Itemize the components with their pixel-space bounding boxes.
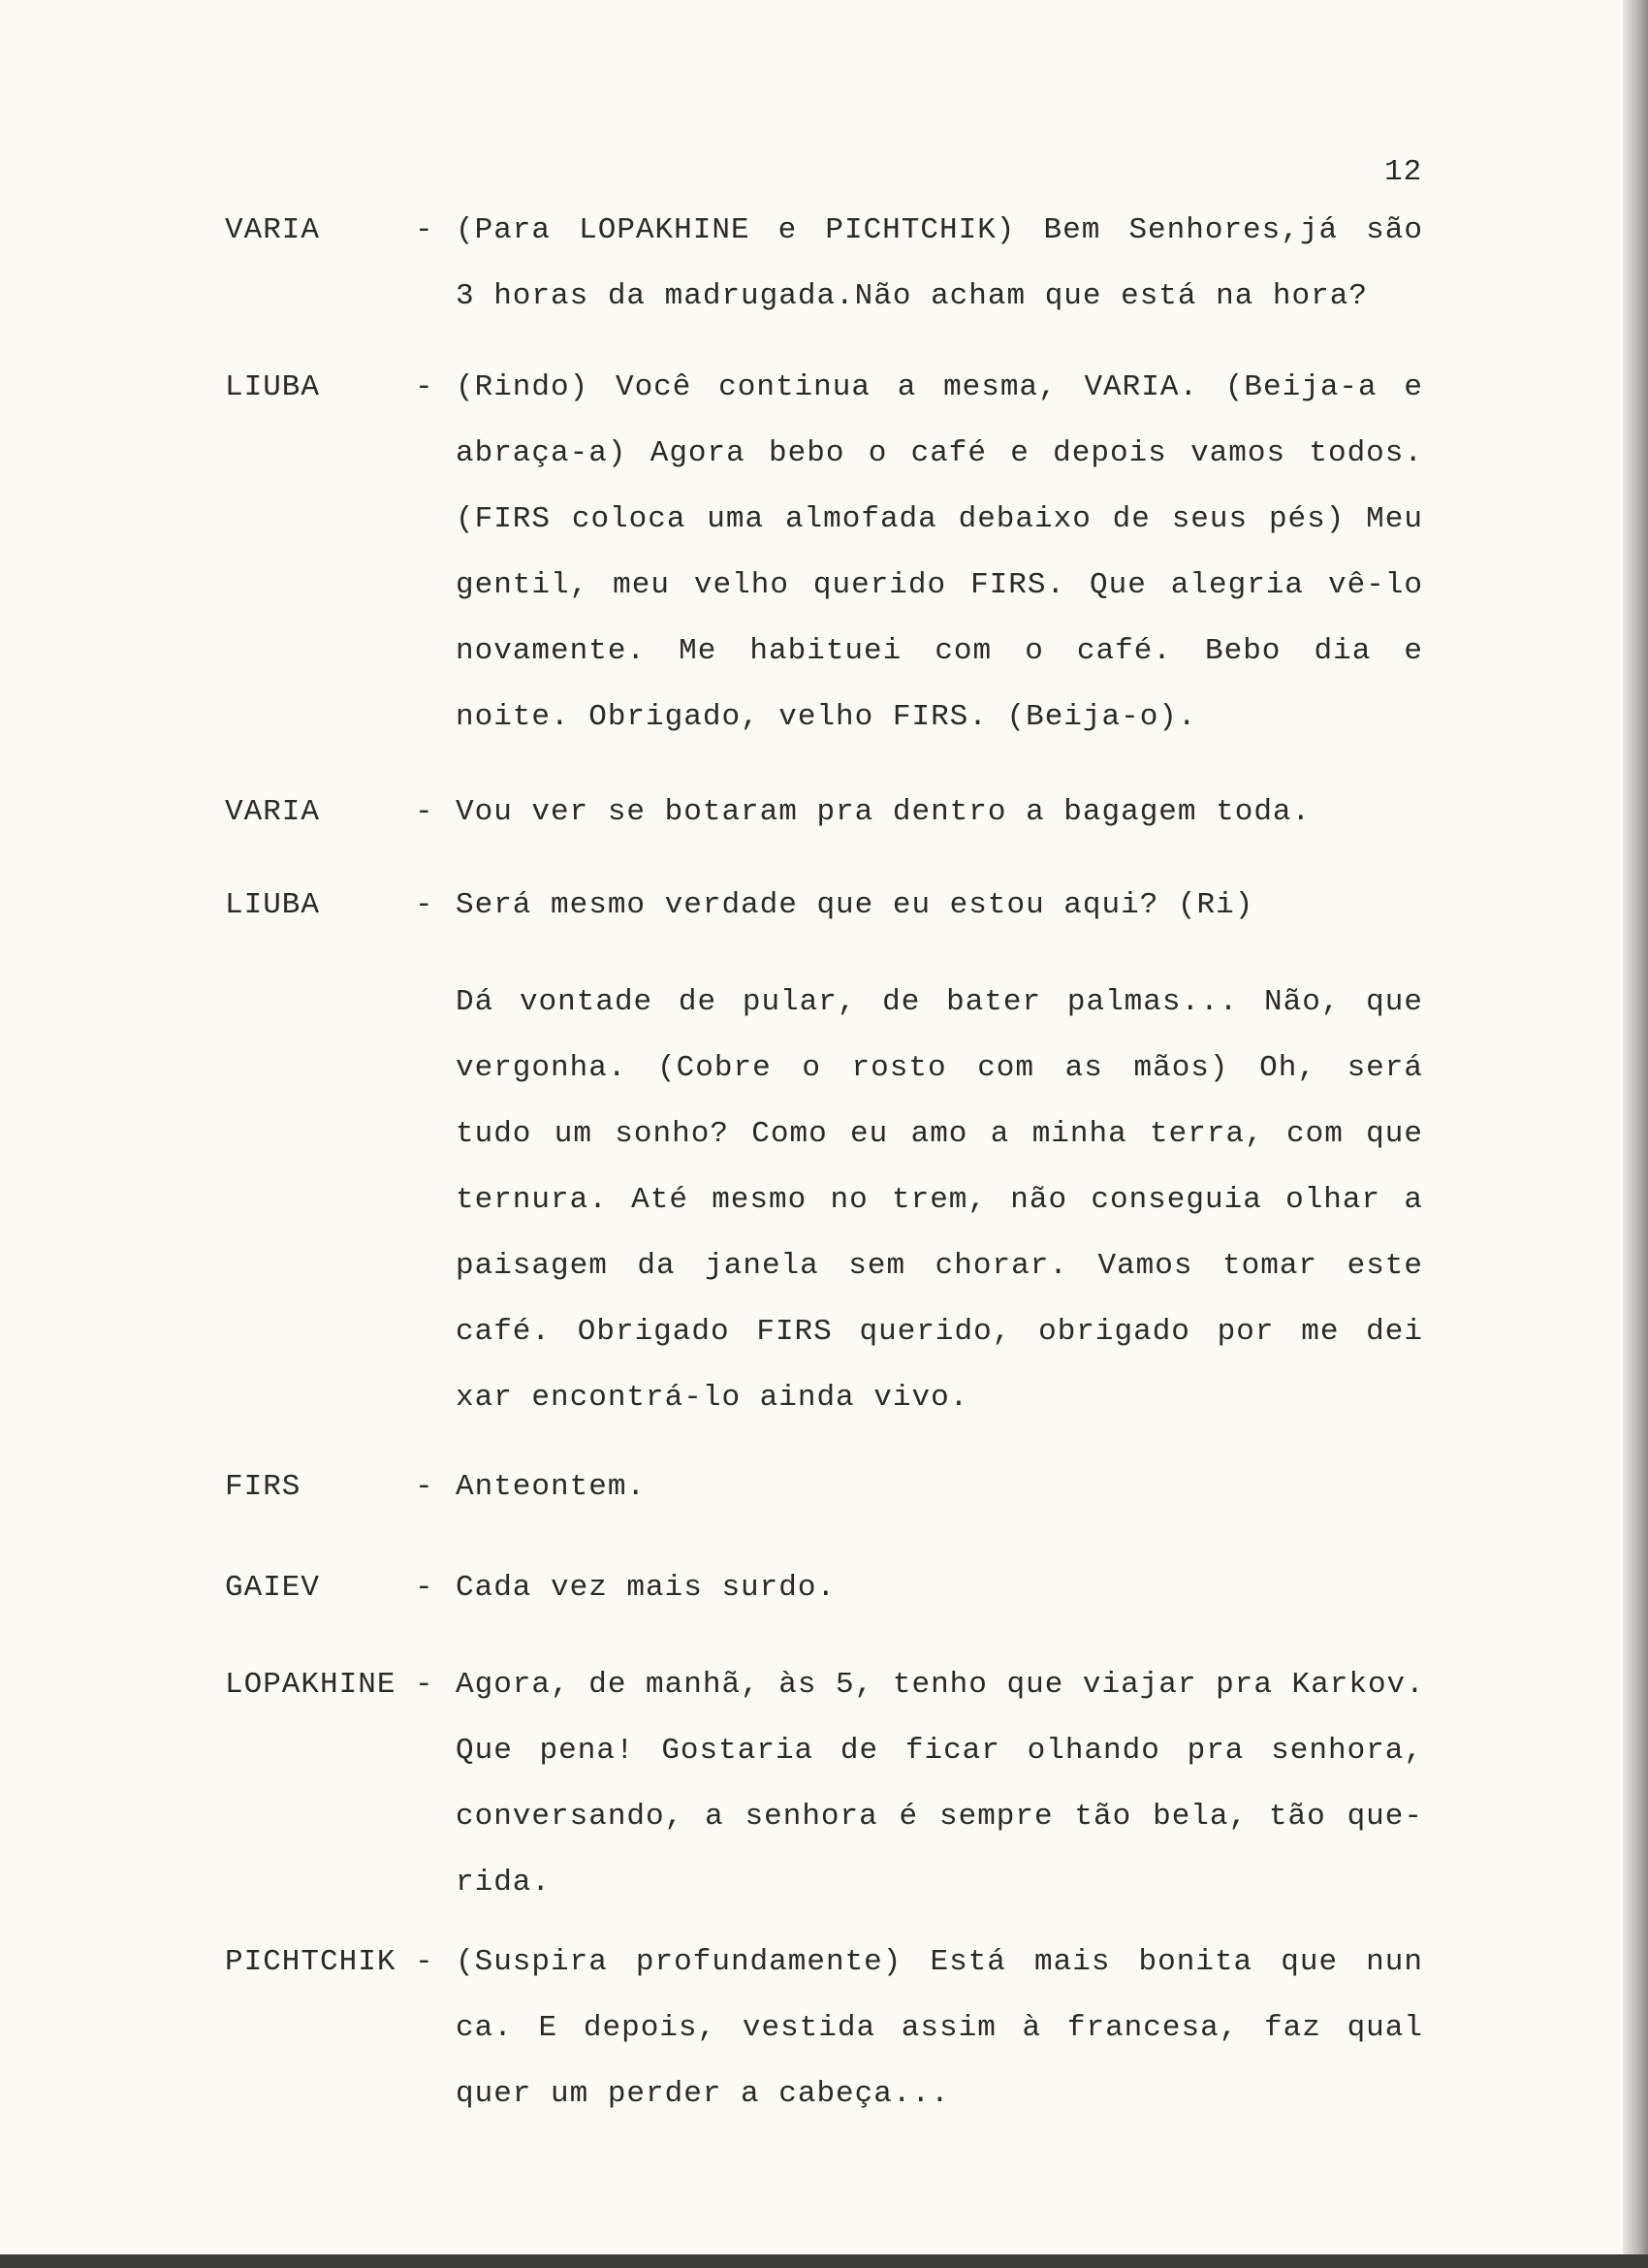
dialogue-line: Dá vontade de pular, de bater palmas... Não, que xyxy=(456,985,1423,1019)
dialogue-line: quer um perder a cabeça... xyxy=(456,2077,950,2111)
dialogue-text xyxy=(456,1943,1423,2141)
dialogue-line: 3 horas da madrugada.Não acham que está na hora? xyxy=(456,279,1368,313)
dialogue-line: vergonha. (Cobre o rosto com as mãos) Oh, será xyxy=(456,1051,1423,1085)
speaker-name: VARIA xyxy=(225,795,321,829)
dialogue-line: Será mesmo verdade que eu estou aqui? (Ri) xyxy=(456,888,1254,922)
dialogue-dash: - xyxy=(415,795,433,829)
dialogue-dash: - xyxy=(415,1470,433,1504)
dialogue-line: abraça-a) Agora bebo o café e depois vamos todos. xyxy=(456,436,1423,470)
dialogue-line: (Rindo) Você continua a mesma, VARIA. (Beija-a e xyxy=(456,370,1423,404)
dialogue-dash: - xyxy=(415,213,433,247)
dialogue-line: ternura. Até mesmo no trem, não conseguia olhar a xyxy=(456,1183,1423,1217)
dialogue-text xyxy=(456,211,1423,343)
dialogue-text xyxy=(456,793,1423,859)
dialogue-line: Agora, de manhã, às 5, tenho que viajar pra Karkov. xyxy=(456,1668,1425,1702)
dialogue-dash: - xyxy=(415,1571,433,1605)
dialogue-dash: - xyxy=(415,888,433,922)
speaker-name: LIUBA xyxy=(225,370,321,404)
page-number: 12 xyxy=(1384,155,1423,189)
dialogue-line: gentil, meu velho querido FIRS. Que alegria vê-lo xyxy=(456,568,1423,602)
speaker-name: LIUBA xyxy=(225,888,321,922)
dialogue-line: tudo um sonho? Como eu amo a minha terra, com que xyxy=(456,1117,1423,1151)
dialogue-line: Anteontem. xyxy=(456,1470,647,1504)
dialogue-line: Que pena! Gostaria de ficar olhando pra senhora, xyxy=(456,1734,1423,1768)
dialogue-line: rida. xyxy=(456,1866,552,1900)
speaker-name: LOPAKHINE xyxy=(225,1668,396,1702)
dialogue-line: (FIRS coloca uma almofada debaixo de seus pés) Meu xyxy=(456,502,1423,536)
speaker-name: VARIA xyxy=(225,213,321,247)
dialogue-line: noite. Obrigado, velho FIRS. (Beija-o). xyxy=(456,700,1197,734)
speaker-name: GAIEV xyxy=(225,1571,321,1605)
dialogue-line: (Suspira profundamente) Está mais bonita que nun xyxy=(456,1945,1423,1979)
dialogue-line: Vou ver se botaram pra dentro a bagagem toda. xyxy=(456,795,1312,829)
dialogue-line: novamente. Me habituei com o café. Bebo dia e xyxy=(456,634,1423,668)
dialogue-text xyxy=(456,983,1423,1445)
dialogue-text xyxy=(456,1569,1423,1635)
dialogue-dash: - xyxy=(415,370,433,404)
dialogue-line: (Para LOPAKHINE e PICHTCHIK) Bem Senhores,já são xyxy=(456,213,1423,247)
dialogue-line: Cada vez mais surdo. xyxy=(456,1571,837,1605)
dialogue-line: ca. E depois, vestida assim à francesa, faz qual xyxy=(456,2011,1423,2045)
page-right-edge-shadow xyxy=(1623,0,1648,2268)
dialogue-line: paisagem da janela sem chorar. Vamos tomar este xyxy=(456,1249,1423,1283)
dialogue-text xyxy=(456,1666,1423,1930)
page-bottom-edge xyxy=(0,2254,1648,2268)
dialogue-text xyxy=(456,368,1423,764)
speaker-name: PICHTCHIK xyxy=(225,1945,396,1979)
dialogue-line: café. Obrigado FIRS querido, obrigado por me dei xyxy=(456,1315,1423,1349)
dialogue-dash: - xyxy=(415,1668,433,1702)
dialogue-line: conversando, a senhora é sempre tão bela, tão que- xyxy=(456,1800,1423,1834)
dialogue-text xyxy=(456,1468,1423,1534)
dialogue-dash: - xyxy=(415,1945,433,1979)
dialogue-line: xar encontrá-lo ainda vivo. xyxy=(456,1381,969,1415)
speaker-name: FIRS xyxy=(225,1470,301,1504)
dialogue-text xyxy=(456,886,1423,952)
